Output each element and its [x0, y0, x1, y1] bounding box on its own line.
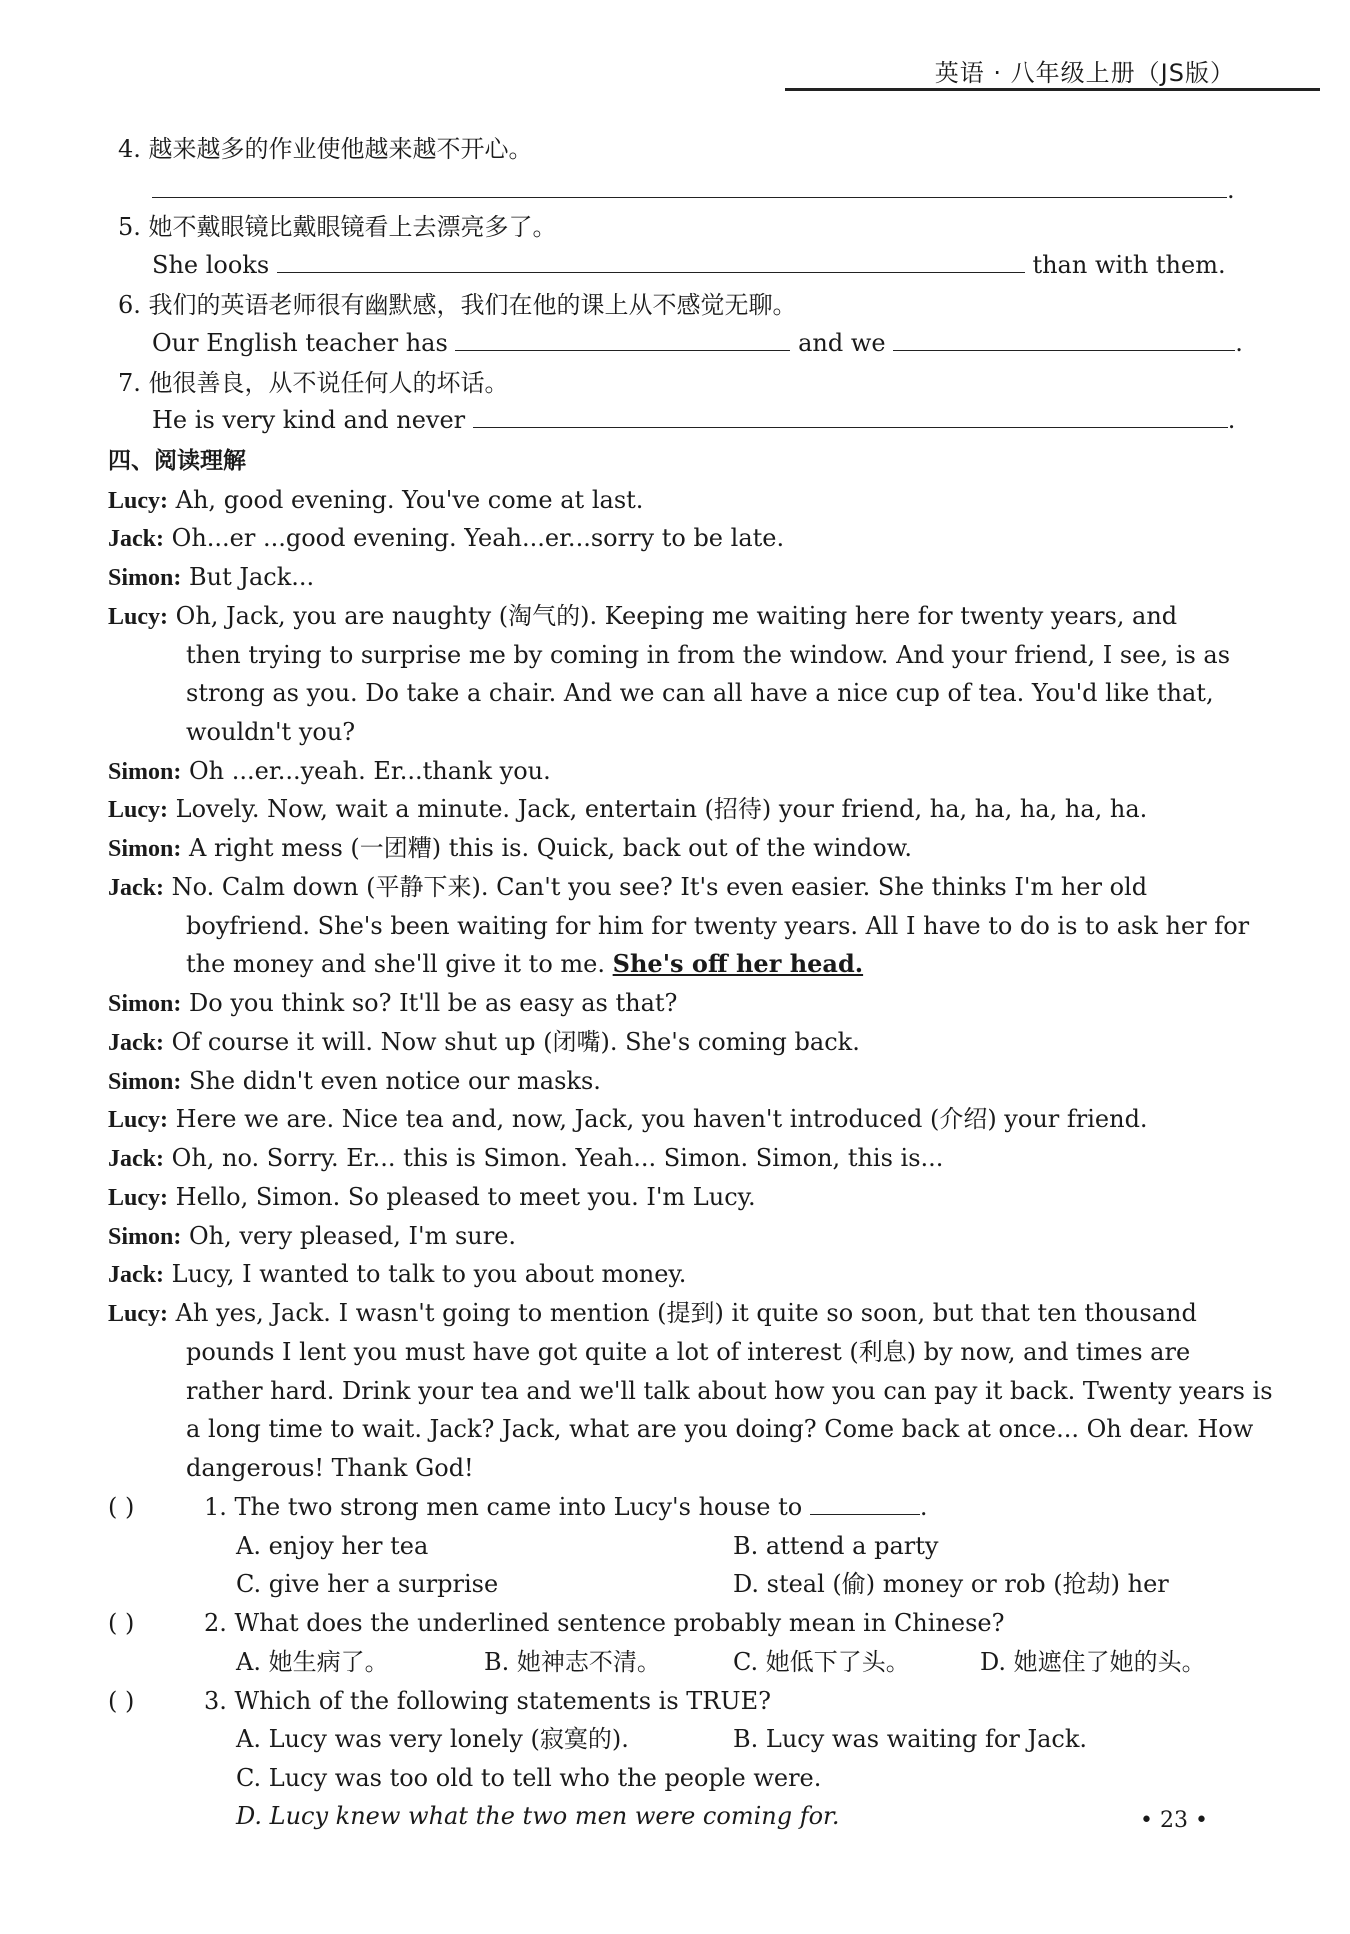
- option[interactable]: A. 她生病了。: [236, 1648, 389, 1676]
- q4-answer-line: .: [152, 175, 1235, 205]
- dialogue-line: Lucy: Ah, good evening. You've come at last.: [108, 486, 644, 514]
- dialogue-line: Jack: Oh, no. Sorry. Er... this is Simon. Yeah... Simon. Simon, this is...: [108, 1144, 944, 1172]
- option[interactable]: C. give her a surprise: [236, 1570, 499, 1598]
- dialogue-line: Simon: But Jack...: [108, 563, 315, 591]
- dialogue-line: Lucy: Here we are. Nice tea and, now, Jack, you haven't introduced (介绍) your friend.: [108, 1105, 1148, 1133]
- speaker: Jack:: [108, 875, 164, 901]
- dialogue-line: Jack: Of course it will. Now shut up (闭嘴). She's coming back.: [108, 1028, 860, 1056]
- q5-answer-line: She looks than with them.: [152, 251, 1226, 279]
- option[interactable]: B. 她神志不清。: [484, 1648, 661, 1676]
- dialogue-line: Jack: Oh...er ...good evening. Yeah...er...sorry to be late.: [108, 524, 785, 552]
- dialogue-line: Jack: Lucy, I wanted to talk to you about money.: [108, 1260, 687, 1288]
- q6-blank-2[interactable]: [893, 328, 1235, 351]
- speaker: Simon:: [108, 1224, 182, 1250]
- dialogue-cont: wouldn't you?: [186, 718, 356, 746]
- option[interactable]: B. Lucy was waiting for Jack.: [733, 1725, 1087, 1753]
- q7-blank[interactable]: [473, 405, 1228, 428]
- answer-paren[interactable]: ( ): [108, 1687, 135, 1715]
- speaker: Lucy:: [108, 1107, 168, 1133]
- speaker: Lucy:: [108, 488, 168, 514]
- speaker: Simon:: [108, 565, 182, 591]
- dialogue-cont: strong as you. Do take a chair. And we can all have a nice cup of tea. You'd like that,: [186, 679, 1214, 707]
- dialogue-cont: boyfriend. She's been waiting for him for twenty years. All I have to do is to ask her for: [186, 912, 1250, 940]
- speaker: Jack:: [108, 1262, 164, 1288]
- answer-paren[interactable]: ( ): [108, 1493, 135, 1521]
- speaker: Lucy:: [108, 1301, 168, 1327]
- question-stem: 3. Which of the following statements is TRUE?: [204, 1687, 771, 1715]
- speaker: Jack:: [108, 1146, 164, 1172]
- option[interactable]: D. 她遮住了她的头。: [980, 1648, 1206, 1676]
- dialogue-line: Lucy: Hello, Simon. So pleased to meet you. I'm Lucy.: [108, 1183, 756, 1211]
- q4-prompt: 4. 越来越多的作业使他越来越不开心。: [118, 135, 533, 163]
- dialogue-line: Jack: No. Calm down (平静下来). Can't you see? It's even easier. She thinks I'm her old: [108, 873, 1148, 901]
- dialogue-cont: the money and she'll give it to me. She's off her head.: [186, 949, 864, 978]
- dialogue-line: Simon: She didn't even notice our masks.: [108, 1067, 601, 1095]
- speaker: Simon:: [108, 991, 182, 1017]
- q6-prompt: 6. 我们的英语老师很有幽默感，我们在他的课上从不感觉无聊。: [118, 291, 797, 319]
- speaker: Jack:: [108, 526, 164, 552]
- q5-blank[interactable]: [277, 250, 1025, 273]
- dialogue-cont: a long time to wait. Jack? Jack, what are you doing? Come back at once... Oh dear. How: [186, 1415, 1254, 1443]
- option[interactable]: C. Lucy was too old to tell who the people were.: [236, 1764, 822, 1792]
- speaker: Lucy:: [108, 604, 168, 630]
- dialogue-line: Simon: A right mess (一团糟) this is. Quick, back out of the window.: [108, 834, 912, 862]
- q7-prompt: 7. 他很善良，从不说任何人的坏话。: [118, 369, 509, 397]
- speaker: Lucy:: [108, 1185, 168, 1211]
- dialogue-cont: dangerous! Thank God!: [186, 1454, 474, 1482]
- dialogue-cont: pounds I lent you must have got quite a lot of interest (利息) by now, and times are: [186, 1338, 1191, 1366]
- option[interactable]: C. 她低下了头。: [733, 1648, 910, 1676]
- q6-blank-1[interactable]: [455, 328, 790, 351]
- dialogue-cont: rather hard. Drink your tea and we'll talk about how you can pay it back. Twenty years is: [186, 1377, 1273, 1405]
- q7-answer-line: He is very kind and never .: [152, 406, 1236, 434]
- page-header: [0, 45, 1320, 93]
- q1-blank[interactable]: [810, 1492, 920, 1515]
- option[interactable]: D. steal (偷) money or rob (抢劫) her: [733, 1570, 1169, 1598]
- dialogue-cont: then trying to surprise me by coming in from the window. And your friend, I see, is as: [186, 641, 1231, 669]
- speaker: Simon:: [108, 836, 182, 862]
- dialogue-line: Lucy: Ah yes, Jack. I wasn't going to mention (提到) it quite so soon, but that ten thousand: [108, 1299, 1197, 1327]
- option[interactable]: A. Lucy was very lonely (寂寞的).: [236, 1725, 629, 1753]
- q5-prompt: 5. 她不戴眼镜比戴眼镜看上去漂亮多了。: [118, 213, 557, 241]
- question-stem: 2. What does the underlined sentence probably mean in Chinese?: [204, 1609, 1005, 1637]
- dialogue-line: Simon: Oh ...er...yeah. Er...thank you.: [108, 757, 551, 785]
- speaker: Jack:: [108, 1030, 164, 1056]
- header-rule: [785, 88, 1320, 91]
- question-stem: 1. The two strong men came into Lucy's house to .: [204, 1493, 928, 1521]
- q4-blank[interactable]: [152, 175, 1227, 198]
- q6-answer-line: Our English teacher has and we .: [152, 329, 1243, 357]
- option[interactable]: A. enjoy her tea: [236, 1532, 429, 1560]
- dialogue-line: Simon: Oh, very pleased, I'm sure.: [108, 1222, 517, 1250]
- speaker: Lucy:: [108, 797, 168, 823]
- dialogue-line: Lucy: Oh, Jack, you are naughty (淘气的). Keeping me waiting here for twenty years, and: [108, 602, 1178, 630]
- speaker: Simon:: [108, 1069, 182, 1095]
- speaker: Simon:: [108, 759, 182, 785]
- dialogue-line: Lucy: Lovely. Now, wait a minute. Jack, entertain (招待) your friend, ha, ha, ha, ha, ha.: [108, 795, 1148, 823]
- section-title: 四、阅读理解: [108, 448, 246, 474]
- option[interactable]: D. Lucy knew what the two men were coming for.: [236, 1802, 840, 1830]
- book-title: 英语 · 八年级上册（JS版）: [934, 59, 1235, 87]
- dialogue-line: Simon: Do you think so? It'll be as easy as that?: [108, 989, 678, 1017]
- answer-paren[interactable]: ( ): [108, 1609, 135, 1637]
- page-number: • 23 •: [1140, 1808, 1208, 1833]
- option[interactable]: B. attend a party: [733, 1532, 939, 1560]
- underlined-sentence: She's off her head.: [612, 949, 864, 978]
